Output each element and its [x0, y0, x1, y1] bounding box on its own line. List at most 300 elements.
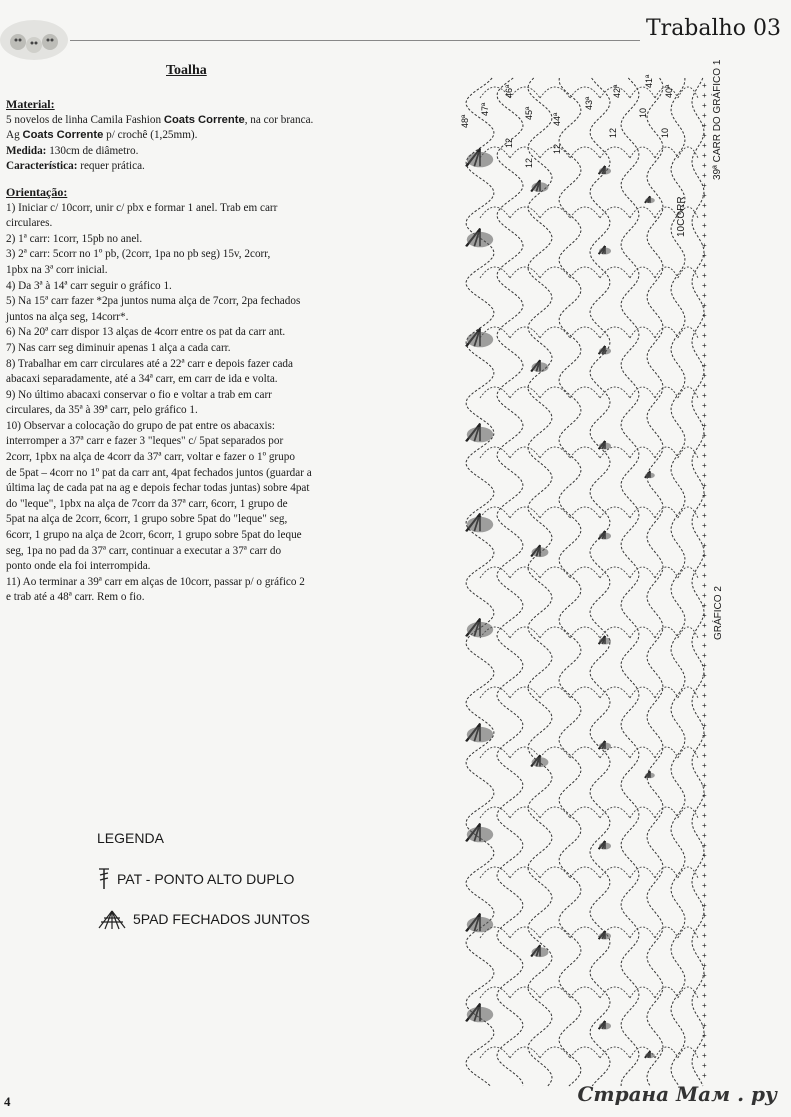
chain-arc — [540, 927, 570, 938]
chain-arc — [510, 567, 540, 578]
step-line: circulares. — [6, 217, 53, 230]
plus-marker: + — [702, 211, 707, 220]
cluster-fan-icon — [531, 755, 548, 767]
plus-marker: + — [702, 781, 707, 790]
chain-arc — [570, 447, 600, 458]
plus-marker: + — [702, 511, 707, 520]
cluster-fan-icon — [645, 471, 655, 478]
chain-arc — [510, 447, 540, 458]
row-label: 46ª — [504, 84, 514, 98]
legend — [97, 830, 310, 948]
plus-marker: + — [702, 951, 707, 960]
plus-marker: + — [702, 101, 707, 110]
chain-arc — [678, 87, 698, 98]
chain-arc — [510, 87, 540, 98]
chain-arc — [570, 747, 600, 758]
cluster-fan-icon — [466, 824, 493, 843]
plus-marker: + — [702, 1071, 707, 1080]
plus-marker: + — [702, 341, 707, 350]
plus-marker: + — [702, 321, 707, 330]
chain-arc — [570, 927, 600, 938]
step-line: última laç de cada pat na ag e depois fechar todas juntas) sobre 4pat — [6, 482, 310, 495]
legend-title: LEGENDA — [97, 830, 164, 846]
plus-marker: + — [702, 901, 707, 910]
plus-marker: + — [702, 121, 707, 130]
chain-arc — [570, 627, 600, 638]
plus-marker: + — [702, 741, 707, 750]
plus-marker: + — [702, 391, 707, 400]
step-line: 3) 2ª carr: 5corr no 1º pb, (2corr, 1pa no pb seg) 15v, 2corr, — [6, 248, 271, 261]
chain-arc — [510, 627, 540, 638]
chain-arc — [655, 507, 678, 518]
plus-marker: + — [702, 181, 707, 190]
row-label: 43ª — [584, 96, 594, 110]
instructions-column — [6, 97, 378, 606]
chain-arc — [630, 867, 655, 878]
chain-arc — [480, 387, 510, 398]
chain-arc — [630, 267, 655, 278]
plus-marker: + — [702, 151, 707, 160]
chain-arc — [570, 207, 600, 218]
chain-arc — [510, 267, 540, 278]
step-line: 5pat na alça de 2corr, 6corr, 1 grupo sobre 5pat do "leque" seg, — [6, 513, 288, 526]
chain-arc — [630, 147, 655, 158]
brand-logo-icon — [0, 12, 70, 60]
plus-marker: + — [702, 541, 707, 550]
plus-marker: + — [702, 351, 707, 360]
plus-marker: + — [702, 591, 707, 600]
chain-arc — [540, 447, 570, 458]
chain-column — [621, 78, 639, 1086]
plus-marker: + — [702, 671, 707, 680]
step-line: 1pbx na 3ª corr inicial. — [6, 263, 108, 276]
plus-marker: + — [702, 921, 707, 930]
page-title: Trabalho 03 — [646, 16, 781, 41]
chain-arc — [655, 687, 678, 698]
corr-label: 10CORR — [676, 196, 687, 237]
plus-marker: + — [702, 261, 707, 270]
chain-arc — [570, 387, 600, 398]
plus-marker: + — [702, 611, 707, 620]
document-title: Toalha — [166, 63, 207, 78]
chain-arc — [540, 567, 570, 578]
chain-arc — [510, 987, 540, 998]
chain-arc — [570, 327, 600, 338]
chain-arc — [480, 1047, 510, 1058]
cluster-fan-icon — [599, 1021, 611, 1030]
chart-label: GRÁFICO 2 — [713, 586, 724, 640]
chain-arc — [540, 207, 570, 218]
chain-arc — [540, 867, 570, 878]
material-list — [6, 113, 378, 144]
plus-marker: + — [702, 841, 707, 850]
plus-marker: + — [702, 221, 707, 230]
plus-marker: + — [702, 731, 707, 740]
cluster-fan-icon — [531, 545, 548, 557]
cluster-fan-icon — [466, 724, 493, 743]
loop-label: 12 — [552, 143, 562, 154]
plus-marker: + — [702, 501, 707, 510]
plus-marker: + — [702, 751, 707, 760]
chain-arc — [655, 627, 678, 638]
plus-marker: + — [702, 681, 707, 690]
plus-marker: + — [702, 241, 707, 250]
row-label: 41ª — [644, 74, 654, 88]
plus-marker: + — [702, 971, 707, 980]
chain-arc — [570, 507, 600, 518]
row-label: 44ª — [552, 112, 562, 126]
chain-arc — [630, 987, 655, 998]
cluster-fan-icon — [645, 1051, 655, 1058]
plus-marker: + — [702, 691, 707, 700]
step-line: 5) Na 15ª carr fazer *2pa juntos numa alça de 7corr, 2pa fechados — [6, 295, 301, 308]
plus-marker: + — [702, 961, 707, 970]
plus-marker: + — [702, 1031, 707, 1040]
chain-arc — [540, 687, 570, 698]
plus-marker: + — [702, 851, 707, 860]
cluster-fan-icon — [599, 531, 611, 540]
plus-marker: + — [702, 581, 707, 590]
chain-loops — [466, 78, 704, 1086]
legend-item — [97, 868, 310, 890]
plus-marker: + — [702, 761, 707, 770]
plus-marker: + — [702, 251, 707, 260]
chain-arc — [655, 387, 678, 398]
chain-arc — [510, 807, 540, 818]
loop-label: 10 — [638, 107, 648, 118]
chain-arc — [678, 567, 698, 578]
step-line: 2corr, 1pbx na alça de 4corr da 37ª carr, voltar e fazer o 1º grupo — [6, 451, 295, 464]
step-line: abacaxi separadamente, até a 34ª carr, em carr de ida e volta. — [6, 373, 278, 386]
step-line: 6corr, 1 grupo na alça de 2corr, 6corr, 1 grupo sobre 5pat do leque — [6, 529, 302, 542]
chain-arc — [678, 807, 698, 818]
side-label: 39ª CARR DO GRÁFICO 1 — [712, 59, 723, 180]
step-line: seg, 1pa no pad da 37ª carr, continuar a executar a 37ª carr do — [6, 544, 282, 557]
plus-marker: + — [702, 431, 707, 440]
brand-name: Coats Corrente — [22, 129, 104, 142]
chain-arc — [510, 867, 540, 878]
cluster-fan-icon — [645, 196, 655, 203]
chain-arc — [510, 687, 540, 698]
plus-marker: + — [702, 331, 707, 340]
chain-arc — [570, 1047, 600, 1058]
chain-column — [528, 78, 552, 1086]
legend-item — [97, 908, 310, 930]
plus-marker: + — [702, 711, 707, 720]
plus-marker: + — [702, 531, 707, 540]
plus-marker: + — [702, 291, 707, 300]
crochet-chart-diagram — [440, 58, 740, 1093]
plus-marker: + — [702, 381, 707, 390]
plus-marker: + — [702, 451, 707, 460]
chain-arc — [540, 87, 570, 98]
step-line: 6) Na 20ª carr dispor 13 alças de 4corr entre os pat da carr ant. — [6, 326, 286, 339]
cluster-fan-icon — [531, 360, 548, 372]
material-heading: Material: — [6, 97, 55, 111]
step-line: 8) Trabalhar em carr circulares até a 22ª carr e depois fazer cada — [6, 357, 293, 370]
chain-arc — [480, 207, 510, 218]
chain-arc — [540, 627, 570, 638]
chain-arc — [480, 447, 510, 458]
chain-arc — [630, 747, 655, 758]
chain-arc — [655, 807, 678, 818]
characteristic-line — [6, 159, 378, 175]
plus-marker: + — [702, 821, 707, 830]
chain-arc — [600, 147, 630, 158]
watermark: Страна Мам . ру — [577, 1082, 777, 1106]
material-text: p/ crochê (1,25mm). — [103, 129, 198, 142]
chain-arc — [510, 747, 540, 758]
loop-label: 12 — [524, 157, 534, 168]
chain-arc — [630, 447, 655, 458]
plus-marker: + — [702, 791, 707, 800]
chain-arc — [570, 567, 600, 578]
plus-marker: + — [702, 831, 707, 840]
plus-marker: + — [702, 721, 707, 730]
orientation-heading: Orientação: — [6, 184, 68, 199]
chain-arc — [655, 327, 678, 338]
chain-arc — [655, 1047, 678, 1058]
chain-arc — [655, 567, 678, 578]
chain-arc — [678, 327, 698, 338]
chain-arc — [540, 387, 570, 398]
chain-arc — [655, 867, 678, 878]
plus-marker: + — [702, 871, 707, 880]
measure-value: 130cm de diâmetro. — [46, 144, 139, 157]
cluster-fan-icon — [599, 246, 611, 255]
plus-marker: + — [702, 981, 707, 990]
chain-arc — [510, 147, 540, 158]
chain-arc — [630, 327, 655, 338]
characteristic-label: Característica: — [6, 160, 78, 173]
chain-arc — [630, 507, 655, 518]
plus-marker: + — [702, 861, 707, 870]
chain-arc — [600, 507, 630, 518]
chain-arc — [655, 267, 678, 278]
chain-arc — [600, 207, 630, 218]
chain-arc — [480, 687, 510, 698]
page-number: 4 — [4, 1094, 11, 1109]
plus-marker: + — [702, 891, 707, 900]
plus-marker: + — [702, 81, 707, 90]
plus-marker: + — [702, 461, 707, 470]
step-line: e trab até a 48ª carr. Rem o fio. — [6, 591, 145, 604]
plus-marker: + — [702, 491, 707, 500]
step-line: ponto onde ela foi interrompida. — [6, 560, 151, 573]
plus-marker: + — [702, 311, 707, 320]
plus-marker: + — [702, 621, 707, 630]
brand-name: Coats Corrente — [163, 113, 245, 126]
chain-arc — [510, 207, 540, 218]
chain-arc — [540, 987, 570, 998]
row-label: 40ª — [664, 84, 674, 98]
cluster-fan-icon — [645, 771, 655, 778]
stitch-fans — [466, 149, 655, 1059]
plus-marker: + — [702, 111, 707, 120]
material-text: Ag — [6, 129, 23, 142]
plus-marker: + — [702, 171, 707, 180]
cluster-fan-icon — [599, 741, 611, 750]
chain-arc — [480, 567, 510, 578]
plus-marker: + — [702, 471, 707, 480]
plus-marker: + — [702, 991, 707, 1000]
chain-arc — [540, 747, 570, 758]
chain-arc — [570, 687, 600, 698]
plus-marker: + — [702, 601, 707, 610]
chain-arc — [540, 1047, 570, 1058]
chain-arc — [570, 807, 600, 818]
chain-arc — [510, 387, 540, 398]
chain-arc — [570, 87, 600, 98]
plus-marker: + — [702, 881, 707, 890]
plus-marker: + — [702, 571, 707, 580]
cluster-fan-icon — [466, 329, 493, 348]
chain-arc — [630, 627, 655, 638]
step-line: do "leque", 1pbx na alça de 7corr da 37ª carr, 6corr, 1 grupo de — [6, 497, 288, 510]
plus-marker: + — [702, 1061, 707, 1070]
cluster-fan-icon — [97, 908, 127, 930]
plus-marker: + — [702, 1011, 707, 1020]
row-label: 45ª — [524, 106, 534, 120]
characteristic-value: requer prática. — [77, 160, 145, 173]
cluster-fan-icon — [466, 914, 493, 933]
chain-arc — [480, 507, 510, 518]
cluster-fan-icon — [466, 514, 493, 533]
cluster-fan-icon — [531, 945, 548, 957]
chain-arc — [570, 147, 600, 158]
plus-marker: + — [702, 701, 707, 710]
step-line: 4) Da 3ª à 14ª carr seguir o gráfico 1. — [6, 279, 172, 292]
plus-marker: + — [702, 201, 707, 210]
chain-arc — [630, 927, 655, 938]
chain-arc — [678, 867, 698, 878]
chain-arc — [570, 267, 600, 278]
chain-arc — [480, 807, 510, 818]
plus-marker: + — [702, 141, 707, 150]
cluster-fan-icon — [599, 841, 611, 850]
plus-marker: + — [702, 551, 707, 560]
step-line: 11) Ao terminar a 39ª carr em alças de 10corr, passar p/ o gráfico 2 — [6, 575, 305, 588]
cluster-fan-icon — [466, 149, 493, 168]
chain-arc — [600, 1047, 630, 1058]
chain-arc — [630, 807, 655, 818]
chain-arc — [630, 687, 655, 698]
plus-marker: + — [702, 801, 707, 810]
cluster-fan-icon — [599, 166, 611, 175]
plus-marker: + — [702, 521, 707, 530]
cluster-fan-icon — [466, 1004, 493, 1023]
plus-marker: + — [702, 231, 707, 240]
step-line: 2) 1ª carr: 1corr, 15pb no anel. — [6, 232, 143, 245]
cluster-fan-icon — [599, 931, 611, 940]
plus-marker: + — [702, 1001, 707, 1010]
chain-arc — [655, 147, 678, 158]
chain-arc — [510, 507, 540, 518]
plus-marker: + — [702, 271, 707, 280]
plus-marker: + — [702, 91, 707, 100]
step-line: de 5pat – 4corr no 1º pat da carr ant, 4pat fechados juntos (guardar a — [6, 466, 312, 479]
plus-marker: + — [702, 281, 707, 290]
row-label: 42ª — [612, 84, 622, 98]
plus-marker: + — [702, 931, 707, 940]
chain-arc — [630, 207, 655, 218]
cluster-fan-icon — [466, 424, 493, 443]
plus-marker: + — [702, 561, 707, 570]
chain-column — [559, 78, 581, 1086]
chain-arc — [630, 387, 655, 398]
plus-marker: + — [702, 161, 707, 170]
chain-arc — [540, 327, 570, 338]
plus-marker: + — [702, 481, 707, 490]
chain-arc — [480, 867, 510, 878]
chain-arc — [655, 927, 678, 938]
chain-column — [497, 78, 523, 1086]
double-treble-stitch-icon — [97, 868, 111, 890]
cluster-fan-icon — [531, 180, 548, 192]
measure-label: Medida: — [6, 144, 47, 157]
steps-list — [6, 201, 378, 606]
loop-label: 12 — [608, 127, 618, 138]
chain-arc — [480, 747, 510, 758]
plus-marker: + — [702, 941, 707, 950]
loop-label: 12 — [504, 137, 514, 148]
step-line: 7) Nas carr seg diminuir apenas 1 alça a cada carr. — [6, 341, 231, 354]
chain-arc — [480, 267, 510, 278]
step-line: juntos na alça seg, 14corr*. — [6, 310, 129, 323]
measure-line — [6, 144, 378, 160]
material-text: 5 novelos de linha Camila Fashion — [6, 113, 164, 126]
chain-arc — [570, 867, 600, 878]
plus-marker: + — [702, 641, 707, 650]
chain-arc — [630, 567, 655, 578]
chain-arc — [570, 987, 600, 998]
plus-marker: + — [702, 191, 707, 200]
cluster-fan-icon — [599, 441, 611, 450]
plus-marker: + — [702, 131, 707, 140]
chain-arc — [655, 747, 678, 758]
plus-marker: + — [702, 1051, 707, 1060]
plus-marker: + — [702, 441, 707, 450]
plus-marker: + — [702, 811, 707, 820]
plus-marker: + — [702, 911, 707, 920]
plus-marker: + — [702, 411, 707, 420]
step-line: 9) No último abacaxi conservar o fio e voltar a trab em carr — [6, 388, 272, 401]
chain-arc — [600, 807, 630, 818]
chain-arc — [540, 507, 570, 518]
step-line: interromper a 37ª carr e fazer 3 "leques" c/ 5pat separados por — [6, 435, 284, 448]
chain-column — [647, 78, 663, 1086]
material-line — [6, 128, 378, 144]
chain-arc — [510, 327, 540, 338]
plus-marker: + — [702, 771, 707, 780]
plus-marker: + — [702, 361, 707, 370]
plus-marker: + — [702, 371, 707, 380]
chain-arc — [655, 987, 678, 998]
material-line — [6, 113, 378, 129]
row-label: 47ª — [480, 102, 490, 116]
chain-arc — [540, 267, 570, 278]
plus-marker: + — [702, 651, 707, 660]
chain-arc — [655, 447, 678, 458]
header-rule — [70, 40, 640, 41]
chain-arc — [510, 1047, 540, 1058]
plus-marker: + — [702, 631, 707, 640]
legend-label: PAT - PONTO ALTO DUPLO — [117, 871, 295, 887]
chain-arc — [655, 207, 678, 218]
cluster-fan-icon — [466, 229, 493, 248]
chain-arc — [480, 987, 510, 998]
chain-arc — [540, 807, 570, 818]
